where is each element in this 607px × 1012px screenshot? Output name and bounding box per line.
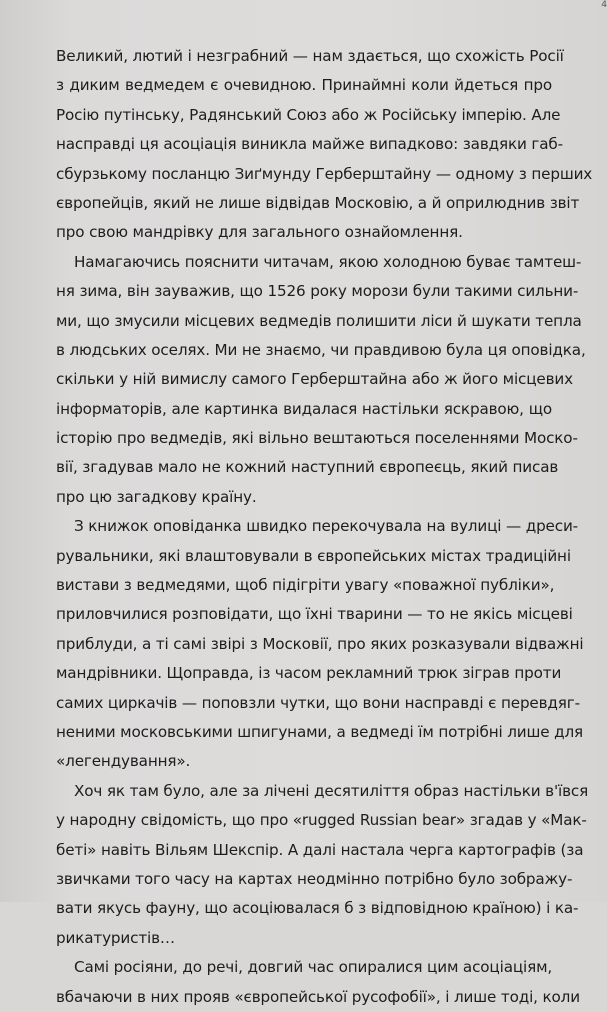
text-line: Хоч як там було, але за лічені десятиліття образ настільки в'ївся (74, 781, 589, 800)
text-line: З книжок оповіданка швидко перекочувала на вулиці — дреси- (74, 517, 579, 536)
text-line: скільки у ній вимислу самого Герберштайна або ж його місцевих (56, 370, 573, 389)
text-line: Самі росіяни, до речі, довгий час опиралися цим асоціаціям, (74, 958, 553, 977)
text-line: вистави з ведмедями, щоб підігріти увагу «поважної публіки», (56, 576, 555, 595)
text-line: Великий, лютий і незграбний — нам здається, що схожість Росії (56, 47, 564, 65)
text-line: про свою мандрівку для загального ознайомлення. (56, 223, 463, 242)
text-line: мандрівники. Щоправда, із часом рекламний трюк зіграв проти (56, 664, 562, 683)
text-line: рувальники, які влаштовували в європейських містах традиційні (56, 546, 571, 565)
text-line: ня зима, він зауважив, що 1526 року морози були такими сильни- (56, 282, 579, 301)
text-line: Росію путінську, Радянський Союз або ж Російську імперію. Але (56, 105, 561, 124)
text-line: сбурзькому посланцю Зиґмунду Герберштайну — одному з перших (56, 164, 593, 183)
page-number: 4 (601, 0, 607, 10)
paragraph (56, 512, 584, 777)
text-line: вбачаючи в них прояв «європейської русофобії», і лише тоді, коли (56, 987, 580, 1006)
text-line: неними московськими шпигунами, а ведмеді їм потрібні лише для (56, 722, 584, 741)
text-line: звичками того часу на картах неодмінно потрібно було зображу- (56, 869, 573, 888)
text-line: в людських оселях. Ми не знаємо, чи правдивою була ця оповідка, (56, 340, 586, 359)
text-line: з диким ведмедем є очевидною. Принаймні коли йдеться про (56, 76, 552, 95)
text-line: європейців, який не лише відвідав Московію, а й оприлюднив звіт (56, 193, 580, 212)
body-text (56, 42, 593, 1012)
text-line: беті» навіть Вільям Шекспір. А далі настала черга картографів (за (56, 840, 584, 859)
text-line: вати якусь фауну, що асоціювалася б з відповідною країною) і ка- (56, 899, 579, 918)
paragraph (56, 953, 580, 1012)
text-line: рикатуристів… (56, 928, 175, 947)
paragraph (56, 248, 586, 513)
text-line: Намагаючись пояснити читачам, якою холодною буває тамтеш- (74, 252, 582, 271)
text-line: «легендування». (56, 752, 191, 771)
text-line: вії, згадував мало не кожний наступний європеєць, який писав (56, 458, 559, 477)
text-line: про цю загадкову країну. (56, 487, 257, 506)
text-line: історію про ведмедів, які вільно вештаються поселеннями Моско- (56, 429, 578, 448)
text-line: приловчилися розповідати, що їхні тварини — то не якісь місцеві (56, 605, 573, 624)
text-line: ми, що змусили місцевих ведмедів полишити ліси й шукати тепла (56, 311, 582, 330)
text-line: інформаторів, але картинка видалася настільки яскравою, що (56, 399, 552, 418)
paragraph (56, 42, 593, 248)
text-line: самих циркачів — поповзли чутки, що вони насправді є перевдяг- (56, 693, 580, 712)
text-line: насправді ця асоціація виникла майже випадково: завдяки габ- (56, 135, 563, 154)
text-line: у народну свідомість, що про «rugged Russian bear» згадав у «Мак- (56, 811, 587, 830)
text-line: приблуди, а ті самі звірі з Московії, про яких розказували відважні (56, 634, 584, 653)
paragraph (56, 777, 589, 953)
